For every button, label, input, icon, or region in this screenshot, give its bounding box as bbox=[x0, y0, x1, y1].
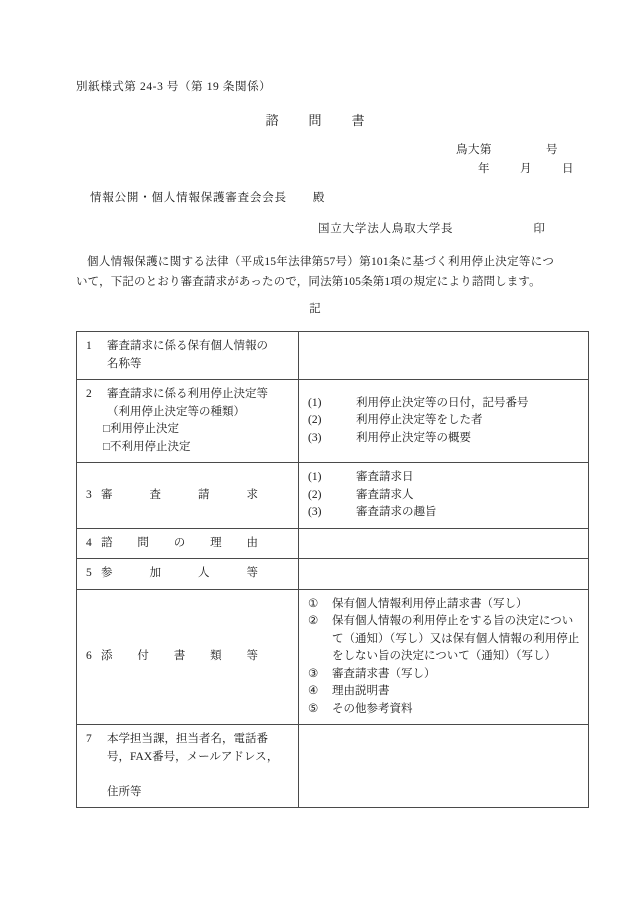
list-marker: (1) bbox=[308, 471, 322, 483]
document-date-line bbox=[456, 160, 574, 179]
row-label-text: 添付書類等 bbox=[101, 650, 258, 662]
row-value-cell[interactable] bbox=[299, 589, 589, 725]
table-row bbox=[77, 725, 589, 808]
list-marker: (1) bbox=[308, 396, 322, 409]
list-item bbox=[308, 412, 580, 430]
value-list bbox=[308, 469, 580, 522]
list-text: 審査請求人 bbox=[356, 488, 414, 501]
row-number: 7 bbox=[86, 733, 92, 745]
list-text: 利用停止決定等の日付，記号番号 bbox=[356, 396, 529, 409]
date-month: 月 bbox=[520, 163, 532, 175]
list-marker: (2) bbox=[308, 488, 322, 501]
list-item bbox=[308, 613, 580, 666]
list-text: 保有個人情報利用停止請求書（写し） bbox=[332, 597, 528, 610]
row-value-cell[interactable] bbox=[299, 463, 589, 529]
list-marker: ① bbox=[308, 597, 319, 610]
list-item bbox=[308, 701, 580, 719]
row-label bbox=[86, 338, 290, 373]
row-value-cell[interactable] bbox=[299, 725, 589, 808]
row-label-text: 審査請求に係る利用停止決定等 bbox=[107, 388, 268, 400]
list-text: 審査請求の趣旨 bbox=[356, 506, 437, 518]
checkbox-option-futeishi[interactable]: □不利用停止決定 bbox=[103, 440, 191, 453]
row-label bbox=[86, 487, 290, 505]
form-table bbox=[76, 331, 589, 808]
body-paragraph: 個人情報保護に関する法律（平成15年法律第57号）第101条に基づく利用停止決定等について，下記のとおり審査請求があったので，同法第105条第1項の規定により諮問します。 bbox=[76, 256, 554, 288]
checkbox-option-teishi[interactable]: □利用停止決定 bbox=[103, 423, 179, 435]
list-text: 審査請求日 bbox=[356, 471, 414, 483]
table-row bbox=[77, 589, 589, 725]
row-label bbox=[86, 535, 290, 553]
row-value-cell[interactable] bbox=[299, 559, 589, 590]
row-label-cell bbox=[77, 559, 299, 590]
row-label-text-2: 号，FAX番号，メールアドレス， bbox=[107, 750, 279, 763]
row-label-cell bbox=[77, 463, 299, 529]
attachment-list bbox=[308, 596, 580, 719]
list-item bbox=[308, 469, 580, 487]
row-label-text: 審査請求 bbox=[101, 488, 258, 501]
signer-line bbox=[318, 220, 546, 236]
table-row bbox=[77, 559, 589, 590]
value-list bbox=[308, 395, 580, 448]
row-number: 1 bbox=[86, 340, 92, 352]
list-marker: ⑤ bbox=[308, 702, 319, 715]
table-row bbox=[77, 332, 589, 380]
row-label-text: 諮問の理由 bbox=[101, 536, 258, 549]
row-value-cell[interactable] bbox=[299, 332, 589, 380]
list-item bbox=[308, 666, 580, 684]
list-marker: (3) bbox=[308, 506, 322, 518]
row-label-cell bbox=[77, 380, 299, 463]
addressee-honorific: 殿 bbox=[312, 192, 326, 204]
row-label bbox=[86, 386, 290, 456]
row-number: 2 bbox=[86, 388, 92, 400]
list-text: 利用停止決定等の概要 bbox=[356, 431, 471, 444]
row-label bbox=[86, 648, 290, 666]
row-label bbox=[86, 731, 290, 801]
list-text: 保有個人情報の利用停止をする旨の決定について（通知）（写し）又は保有個人情報の利用停止をしない旨の決定について（通知）（写し） bbox=[332, 615, 580, 662]
document-number-suffix: 号 bbox=[546, 144, 558, 156]
list-marker: (3) bbox=[308, 431, 322, 444]
list-text: 利用停止決定等をした者 bbox=[356, 414, 483, 427]
row-label-cell bbox=[77, 589, 299, 725]
row-label-text-3: 住所等 bbox=[107, 785, 142, 798]
row-value-cell[interactable] bbox=[299, 380, 589, 463]
list-text: 審査請求書（写し） bbox=[332, 667, 436, 680]
list-text: 理由説明書 bbox=[332, 685, 390, 697]
document-number-label: 鳥大第 bbox=[456, 144, 492, 156]
list-marker: ② bbox=[308, 615, 319, 627]
row-label bbox=[86, 565, 290, 583]
list-item bbox=[308, 504, 580, 522]
signer-name: 国立大学法人鳥取大学長 bbox=[318, 223, 454, 235]
document-number-block bbox=[456, 141, 574, 179]
row-label-text: 参加人等 bbox=[101, 567, 258, 579]
list-item bbox=[308, 430, 580, 448]
list-marker: ④ bbox=[308, 685, 319, 697]
row-label-cell bbox=[77, 528, 299, 559]
list-text: その他参考資料 bbox=[332, 702, 413, 715]
row-number: 6 bbox=[86, 650, 92, 662]
list-marker: ③ bbox=[308, 667, 319, 680]
addressee-line bbox=[90, 189, 325, 205]
seal-mark: 印 bbox=[533, 223, 546, 235]
table-row bbox=[77, 463, 589, 529]
row-label-text-2: （利用停止決定等の種類） bbox=[107, 405, 245, 418]
list-marker: (2) bbox=[308, 414, 322, 427]
list-item bbox=[308, 395, 580, 413]
row-label-cell bbox=[77, 725, 299, 808]
row-label-text: 本学担当課，担当者名，電話番 bbox=[107, 733, 268, 745]
row-label-text-2: 名称等 bbox=[107, 357, 142, 370]
row-number: 3 bbox=[86, 488, 92, 501]
date-day: 日 bbox=[562, 163, 574, 175]
list-item bbox=[308, 596, 580, 614]
document-number-line bbox=[456, 141, 574, 160]
list-item bbox=[308, 487, 580, 505]
table-row bbox=[77, 528, 589, 559]
row-number: 4 bbox=[86, 536, 92, 549]
addressee-name: 情報公開・個人情報保護審査会会長 bbox=[90, 192, 287, 204]
list-item bbox=[308, 683, 580, 701]
row-number: 5 bbox=[86, 567, 92, 579]
ki-marker: 記 bbox=[309, 303, 321, 315]
document-title: 諮問書 bbox=[265, 113, 395, 128]
row-label-cell bbox=[77, 332, 299, 380]
form-number: 別紙様式第 24-3 号（第 19 条関係） bbox=[76, 81, 272, 93]
date-year: 年 bbox=[478, 163, 490, 175]
table-row bbox=[77, 380, 589, 463]
row-value-cell[interactable] bbox=[299, 528, 589, 559]
row-label-text: 審査請求に係る保有個人情報の bbox=[107, 340, 268, 352]
